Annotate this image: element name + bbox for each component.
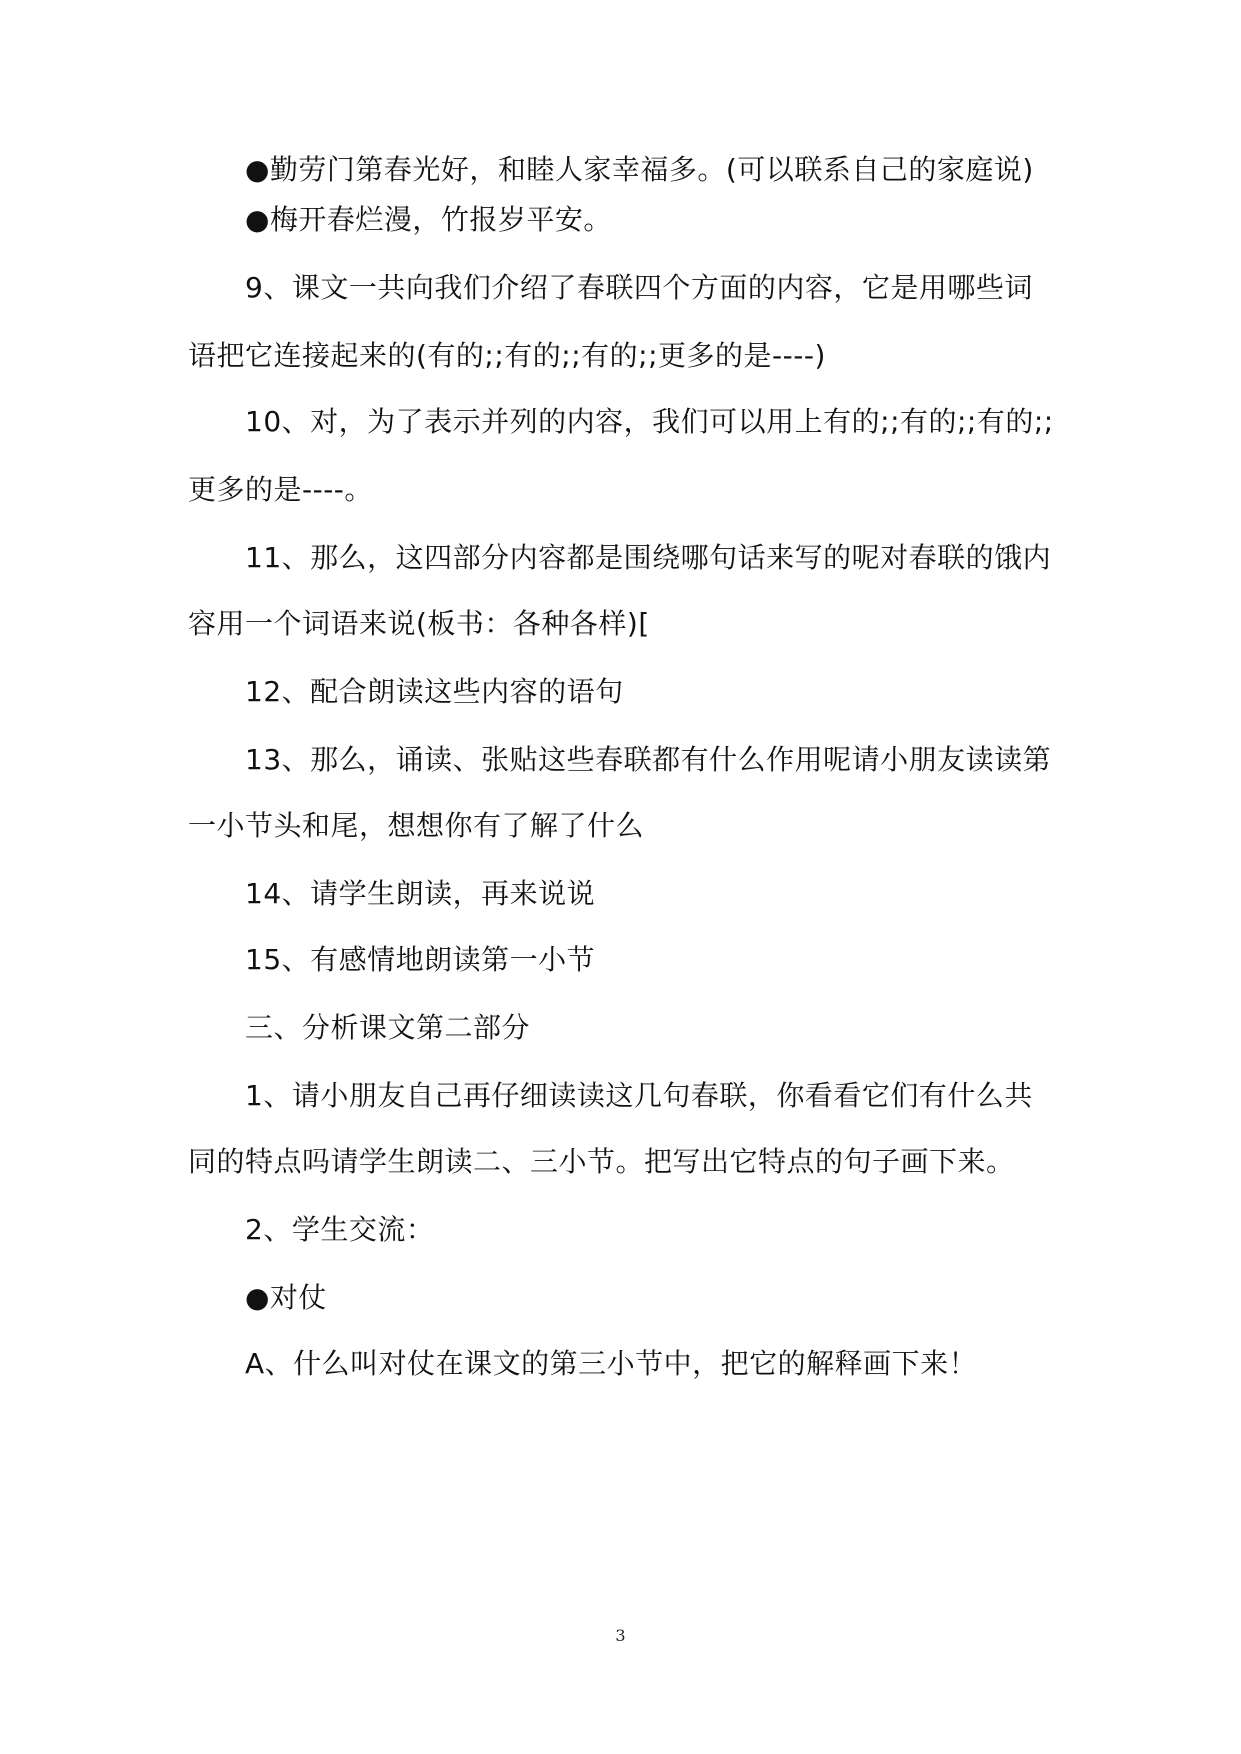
- page-number: 3: [615, 1626, 626, 1645]
- text-line: 一小节头和尾，想想你有了解了什么: [188, 809, 645, 842]
- text-line: 同的特点吗请学生朗读二、三小节。把写出它特点的句子画下来。: [188, 1145, 1015, 1178]
- text-line: 9、课文一共向我们介绍了春联四个方面的内容，它是用哪些词: [245, 271, 1033, 304]
- text-line: 容用一个词语来说(板书：各种各样)[: [188, 607, 650, 640]
- text-line: 2、学生交流：: [245, 1213, 435, 1246]
- text-line: 三、分析课文第二部分: [245, 1011, 531, 1044]
- text-line: 13、那么，诵读、张贴这些春联都有什么作用呢请小朋友读读第: [245, 743, 1052, 776]
- text-line: 10、对，为了表示并列的内容，我们可以用上有的;;有的;;有的;;: [245, 405, 1054, 438]
- text-line: A、什么叫对仗在课文的第三小节中，把它的解释画下来！: [245, 1347, 978, 1380]
- text-line: 1、请小朋友自己再仔细读读这几句春联，你看看它们有什么共: [245, 1079, 1033, 1112]
- text-line: 11、那么，这四部分内容都是围绕哪句话来写的呢对春联的饿内: [245, 541, 1052, 574]
- text-line: 14、请学生朗读，再来说说: [245, 877, 596, 910]
- text-line: 12、配合朗读这些内容的语句: [245, 675, 624, 708]
- text-line: ●梅开春烂漫，竹报岁平安。: [245, 203, 612, 236]
- text-line: ●勤劳门第春光好，和睦人家幸福多。(可以联系自己的家庭说): [245, 153, 1034, 186]
- text-line: ●对仗: [245, 1281, 327, 1314]
- text-line: 更多的是----。: [188, 473, 373, 506]
- text-line: 15、有感情地朗读第一小节: [245, 943, 596, 976]
- text-line: 语把它连接起来的(有的;;有的;;有的;;更多的是----): [188, 339, 826, 372]
